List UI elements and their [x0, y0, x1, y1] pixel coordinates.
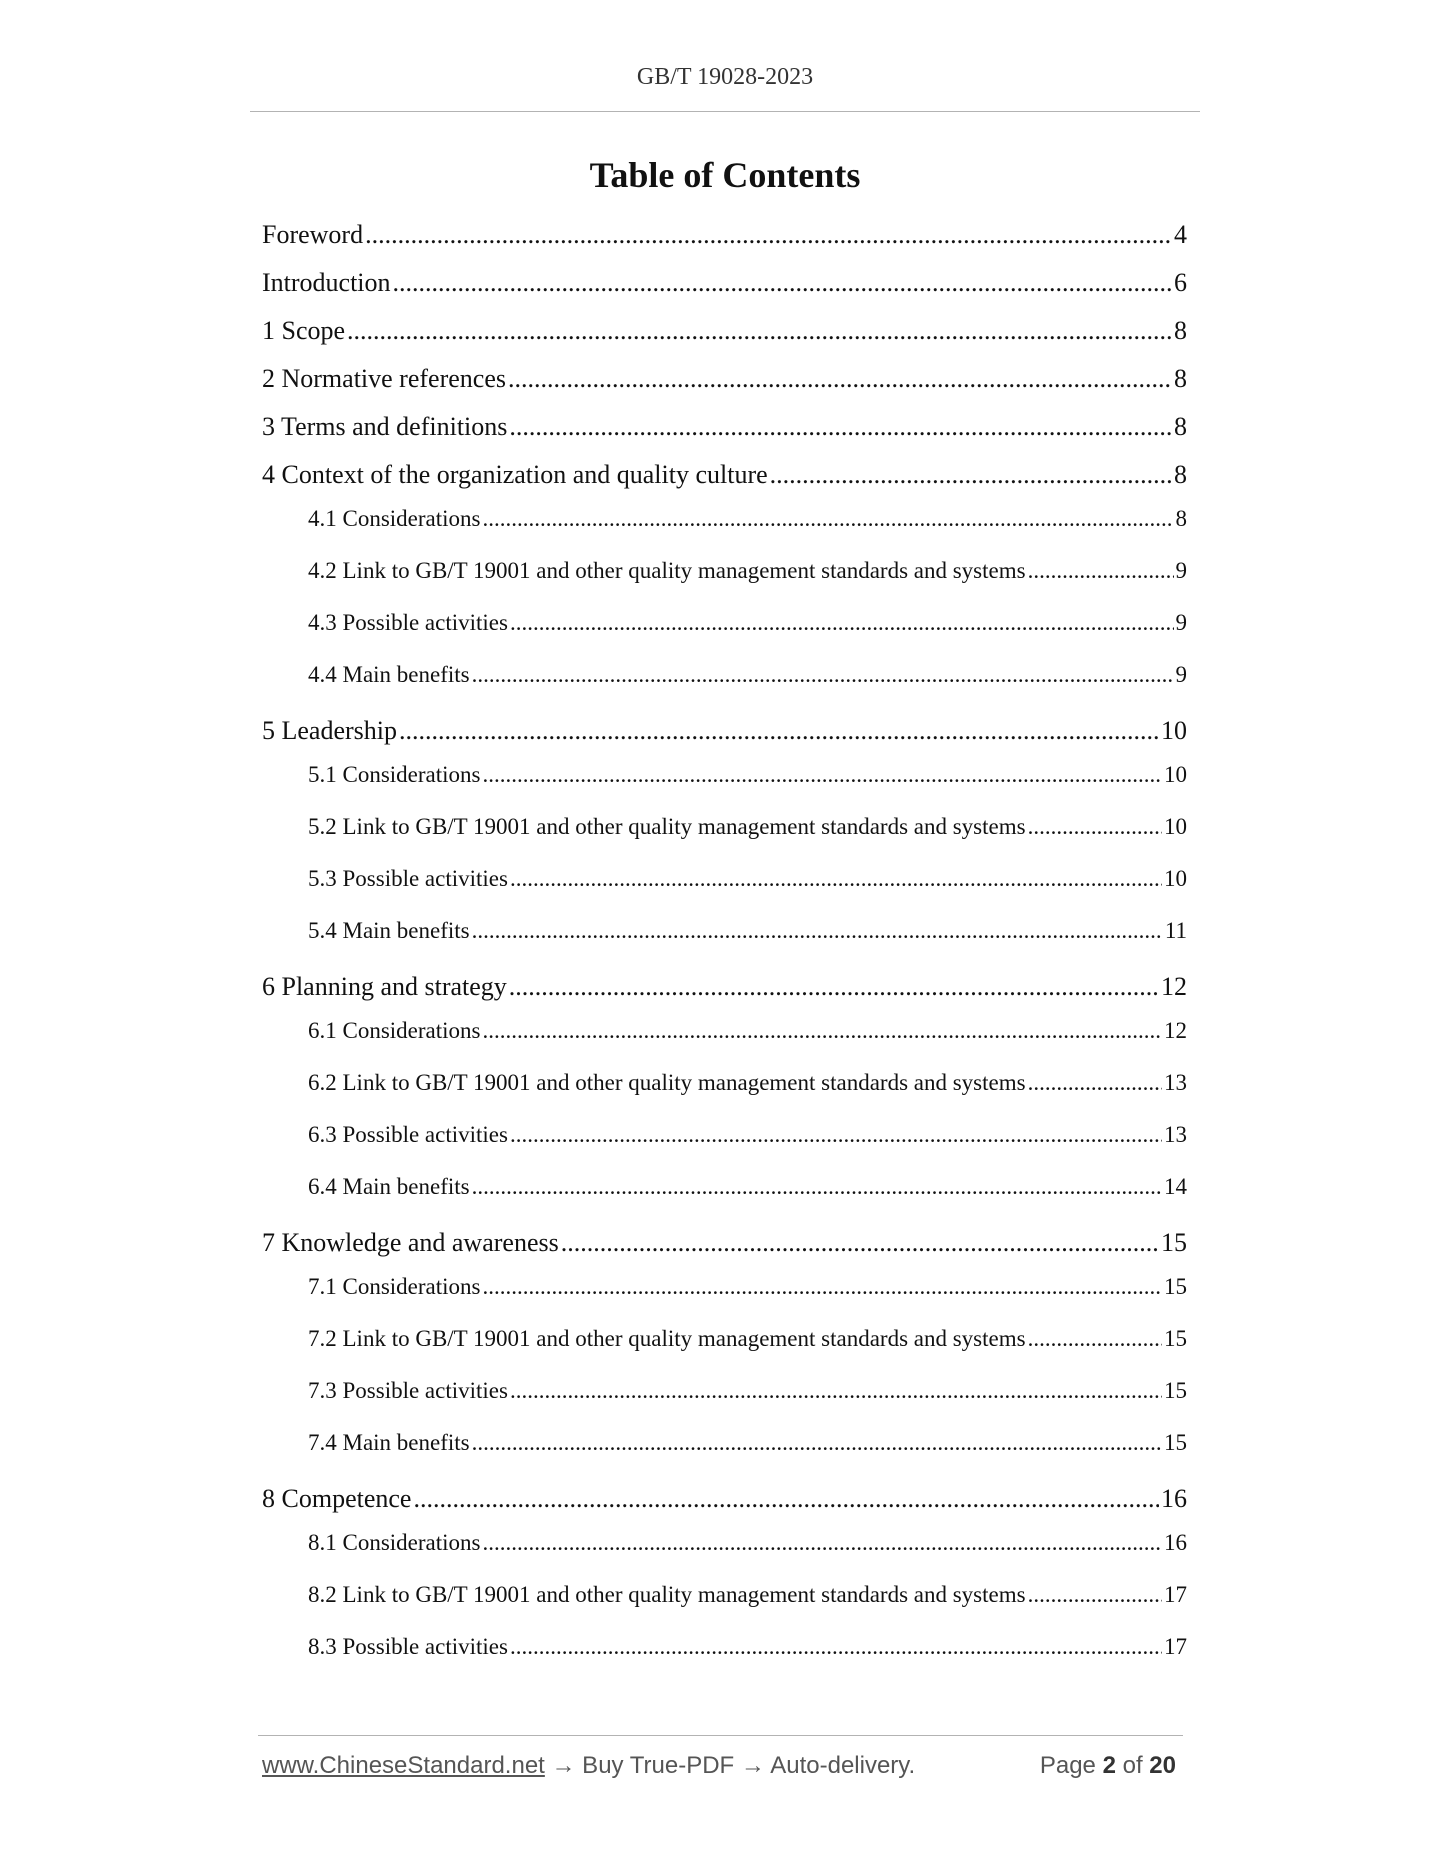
page-title: Table of Contents	[589, 155, 861, 195]
page-word: Page	[1039, 1752, 1096, 1779]
toc-leader-dots	[472, 1430, 1162, 1456]
toc-entry[interactable]	[308, 866, 1187, 892]
toc-leader-dots	[483, 1274, 1163, 1300]
toc-entry[interactable]	[308, 1274, 1187, 1300]
toc-entry-page-number: 10	[1164, 866, 1187, 891]
toc-entry[interactable]	[262, 716, 1187, 746]
toc-leader-dots	[1028, 1326, 1162, 1352]
toc-entry[interactable]	[262, 972, 1187, 1002]
toc-leader-dots	[509, 972, 1159, 1002]
toc-leader-dots	[510, 866, 1162, 892]
toc-leader-dots	[510, 1378, 1162, 1404]
toc-entry-page-number: 16	[1164, 1530, 1187, 1555]
toc-entry[interactable]	[308, 1018, 1187, 1044]
toc-entry-label: Foreword	[262, 220, 364, 249]
toc-entry-label: 7 Knowledge and awareness	[262, 1228, 559, 1257]
toc-entry-label: 7.4 Main benefits	[308, 1430, 470, 1455]
toc-leader-dots	[510, 1634, 1162, 1660]
toc-leader-dots	[1028, 1070, 1162, 1096]
toc-entry-page-number: 16	[1161, 1484, 1187, 1513]
toc-leader-dots	[1028, 1582, 1162, 1608]
toc-entry-label: 4.2 Link to GB/T 19001 and other quality management standards and systems	[308, 558, 1026, 583]
toc-entry-page-number: 15	[1161, 1228, 1187, 1257]
toc-entry-page-number: 15	[1164, 1430, 1187, 1455]
toc-entry-label: 6.3 Possible activities	[308, 1122, 508, 1147]
toc-entry-page-number: 8	[1174, 460, 1187, 489]
page-total: 20	[1149, 1752, 1176, 1779]
toc-entry-page-number: 9	[1175, 610, 1187, 635]
toc-entry-label: 6.2 Link to GB/T 19001 and other quality management standards and systems	[308, 1070, 1026, 1095]
toc-leader-dots	[483, 762, 1163, 788]
toc-leader-dots	[1028, 558, 1174, 584]
document-code-header: GB/T 19028-2023	[636, 64, 814, 90]
toc-entry-label: 8.2 Link to GB/T 19001 and other quality management standards and systems	[308, 1582, 1026, 1607]
toc-entry-label: Introduction	[262, 268, 391, 297]
toc-leader-dots	[1028, 814, 1162, 840]
page-indicator	[1040, 1752, 1182, 1780]
toc-entry-page-number: 9	[1175, 558, 1187, 583]
toc-entry[interactable]	[262, 220, 1187, 250]
toc-entry-label: 3 Terms and definitions	[262, 412, 508, 441]
footer-promo-text: → Buy True-PDF → Auto-delivery.	[544, 1752, 916, 1779]
page-footer	[262, 1752, 1182, 1780]
toc-entry-label: 8.3 Possible activities	[308, 1634, 508, 1659]
toc-entry-page-number: 8	[1174, 412, 1187, 441]
toc-entry[interactable]	[308, 558, 1187, 584]
toc-entry-page-number: 6	[1174, 268, 1187, 297]
toc-entry-label: 4 Context of the organization and quality culture	[262, 460, 768, 489]
toc-entry-label: 6 Planning and strategy	[262, 972, 507, 1001]
toc-leader-dots	[347, 316, 1172, 346]
toc-leader-dots	[508, 364, 1172, 394]
toc-entry-label: 7.3 Possible activities	[308, 1378, 508, 1403]
toc-entry-label: 1 Scope	[262, 316, 346, 345]
toc-entry-page-number: 10	[1164, 814, 1187, 839]
toc-leader-dots	[393, 268, 1172, 298]
toc-entry[interactable]	[262, 460, 1187, 490]
toc-leader-dots	[561, 1228, 1159, 1258]
of-word: of	[1122, 1752, 1143, 1779]
toc-entry[interactable]	[262, 1484, 1187, 1514]
toc-entry-label: 6.4 Main benefits	[308, 1174, 470, 1199]
toc-entry-page-number: 11	[1164, 918, 1187, 943]
toc-leader-dots	[483, 506, 1174, 532]
toc-entry-page-number: 4	[1174, 220, 1187, 249]
toc-entry-page-number: 10	[1164, 762, 1187, 787]
toc-entry[interactable]	[262, 316, 1187, 346]
toc-entry-page-number: 15	[1164, 1274, 1187, 1299]
toc-entry-label: 5.1 Considerations	[308, 762, 481, 787]
toc-entry-page-number: 14	[1164, 1174, 1187, 1199]
toc-entry[interactable]	[308, 1530, 1187, 1556]
toc-entry-label: 8 Competence	[262, 1484, 412, 1513]
toc-entry-label: 5.4 Main benefits	[308, 918, 470, 943]
toc-entry[interactable]	[308, 506, 1187, 532]
toc-entry[interactable]	[308, 662, 1187, 688]
toc-entry-label: 6.1 Considerations	[308, 1018, 481, 1043]
toc-leader-dots	[472, 662, 1174, 688]
toc-entry[interactable]	[308, 814, 1187, 840]
toc-entry[interactable]	[308, 1122, 1187, 1148]
toc-leader-dots	[365, 220, 1172, 250]
toc-entry-page-number: 17	[1164, 1582, 1187, 1607]
toc-entry-label: 5.2 Link to GB/T 19001 and other quality management standards and systems	[308, 814, 1026, 839]
toc-entry[interactable]	[308, 1326, 1187, 1352]
toc-entry-page-number: 15	[1164, 1378, 1187, 1403]
toc-entry[interactable]	[308, 1634, 1187, 1660]
toc-entry[interactable]	[308, 762, 1187, 788]
toc-entry-page-number: 9	[1175, 662, 1187, 687]
toc-leader-dots	[483, 1530, 1163, 1556]
toc-entry-label: 4.4 Main benefits	[308, 662, 470, 687]
toc-entry[interactable]	[262, 268, 1187, 298]
toc-entry[interactable]	[262, 412, 1187, 442]
toc-entry[interactable]	[308, 918, 1187, 944]
header-divider	[250, 111, 1200, 112]
toc-entry-page-number: 13	[1164, 1122, 1187, 1147]
toc-entry-page-number: 17	[1164, 1634, 1187, 1659]
toc-entry-label: 4.1 Considerations	[308, 506, 481, 531]
footer-promo	[262, 1752, 915, 1780]
toc-entry-page-number: 15	[1164, 1326, 1187, 1351]
toc-leader-dots	[483, 1018, 1163, 1044]
toc-entry-label: 7.1 Considerations	[308, 1274, 481, 1299]
toc-entry[interactable]	[308, 1378, 1187, 1404]
toc-entry-page-number: 10	[1161, 716, 1187, 745]
toc-entry-label: 7.2 Link to GB/T 19001 and other quality management standards and systems	[308, 1326, 1026, 1351]
toc-leader-dots	[413, 1484, 1159, 1514]
toc-entry[interactable]	[308, 1070, 1187, 1096]
toc-entry-page-number: 8	[1174, 316, 1187, 345]
toc-entry-page-number: 8	[1175, 506, 1187, 531]
toc-entry[interactable]	[308, 610, 1187, 636]
toc-entry-page-number: 12	[1164, 1018, 1187, 1043]
toc-entry-label: 4.3 Possible activities	[308, 610, 508, 635]
toc-entry-label: 5 Leadership	[262, 716, 398, 745]
toc-entry[interactable]	[308, 1582, 1187, 1608]
website-link[interactable]: www.ChineseStandard.net	[262, 1752, 545, 1779]
footer-divider	[258, 1735, 1183, 1736]
toc-leader-dots	[472, 1174, 1162, 1200]
toc-entry[interactable]	[308, 1430, 1187, 1456]
toc-entry-label: 8.1 Considerations	[308, 1530, 481, 1555]
page-current: 2	[1102, 1752, 1116, 1779]
toc-entry-label: 2 Normative references	[262, 364, 506, 393]
toc-leader-dots	[399, 716, 1159, 746]
toc-entry-page-number: 12	[1161, 972, 1187, 1001]
toc-leader-dots	[510, 610, 1174, 636]
toc-entry-page-number: 13	[1164, 1070, 1187, 1095]
toc-leader-dots	[510, 1122, 1162, 1148]
toc-entry[interactable]	[308, 1174, 1187, 1200]
toc-leader-dots	[472, 918, 1163, 944]
toc-leader-dots	[770, 460, 1172, 490]
toc-entry-label: 5.3 Possible activities	[308, 866, 508, 891]
toc-entry-page-number: 8	[1174, 364, 1187, 393]
toc-leader-dots	[509, 412, 1172, 442]
toc-entry[interactable]	[262, 1228, 1187, 1258]
toc-entry[interactable]	[262, 364, 1187, 394]
